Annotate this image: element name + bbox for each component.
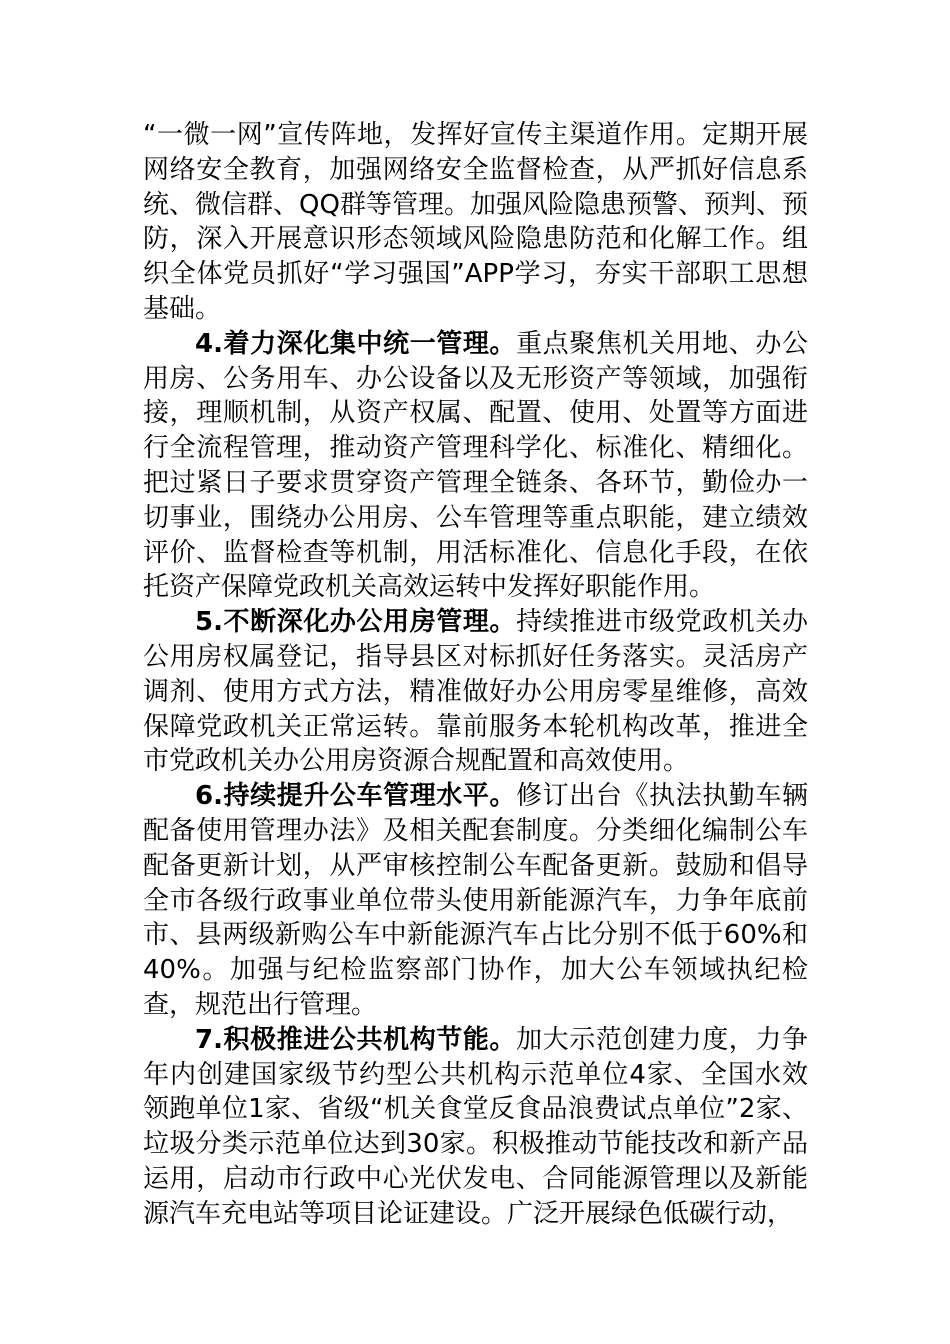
paragraph-office-housing (143, 605, 808, 779)
paragraph-text: 重点聚焦机关用地、办公用房、公务用车、办公设备以及无形资产等领域，加强衔接，理顺机制，从资产权属、配置、使用、处置等方面进行全流程管理，推动资产管理科学化、标准化、精细化。把过紧日子要求贯穿资产管理全链条、各环节，勤俭办一切事业，围绕办公用房、公车管理等重点职能，建立绩效评价、监督检查等机制，用活标准化、信息化手段，在依托资产保障党政机关高效运转中发挥好职能作用。 (143, 328, 808, 603)
document-body (143, 118, 808, 1232)
paragraph-heading: 7.积极推进公共机构节能。 (195, 1024, 517, 1055)
paragraph-centralized-management (143, 327, 808, 605)
paragraph-text: 加大示范创建力度，力争年内创建国家级节约型公共机构示范单位4家、全国水效领跑单位1家、省级“机关食堂反食品浪费试点单位”2家、垃圾分类示范单位达到30家。积极推动节能技改和新产品运用，启动市行政中心光伏发电、合同能源管理以及新能源汽车充电站等项目论证建设。广泛开展绿色低碳行动， (143, 1024, 808, 1229)
paragraph-energy-saving (143, 1023, 808, 1232)
paragraph-heading: 5.不断深化办公用房管理。 (195, 607, 517, 638)
paragraph-text: 持续推进市级党政机关办公用房权属登记，指导县区对标抓好任务落实。灵活房产调剂、使用方式方法，精准做好办公用房零星维修，高效保障党政机关正常运转。靠前服务本轮机构改革，推进全市党政机关办公用房资源合规配置和高效使用。 (143, 607, 808, 777)
paragraph-heading: 4.着力深化集中统一管理。 (195, 328, 517, 359)
paragraph-text: 修订出台《执法执勤车辆配备使用管理办法》及相关配套制度。分类细化编制公车配备更新计划，从严审核控制公车配备更新。鼓励和倡导全市各级行政事业单位带头使用新能源汽车，力争年底前市、县两级新购公车中新能源汽车占比分别不低于60%和40%。加强与纪检监察部门协作，加大公车领域执纪检查，规范出行管理。 (143, 781, 808, 1020)
paragraph-official-vehicles (143, 779, 808, 1023)
paragraph-heading: 6.持续提升公车管理水平。 (195, 781, 517, 812)
paragraph-text: “一微一网”宣传阵地，发挥好宣传主渠道作用。定期开展网络安全教育，加强网络安全监督检查，从严抓好信息系统、微信群、QQ群等管理。加强风险隐患预警、预判、预防，深入开展意识形态领域风险隐患防范和化解工作。组织全体党员抓好“学习强国”APP学习，夯实干部职工思想基础。 (143, 120, 808, 324)
paragraph-propaganda-continuation (143, 118, 808, 327)
